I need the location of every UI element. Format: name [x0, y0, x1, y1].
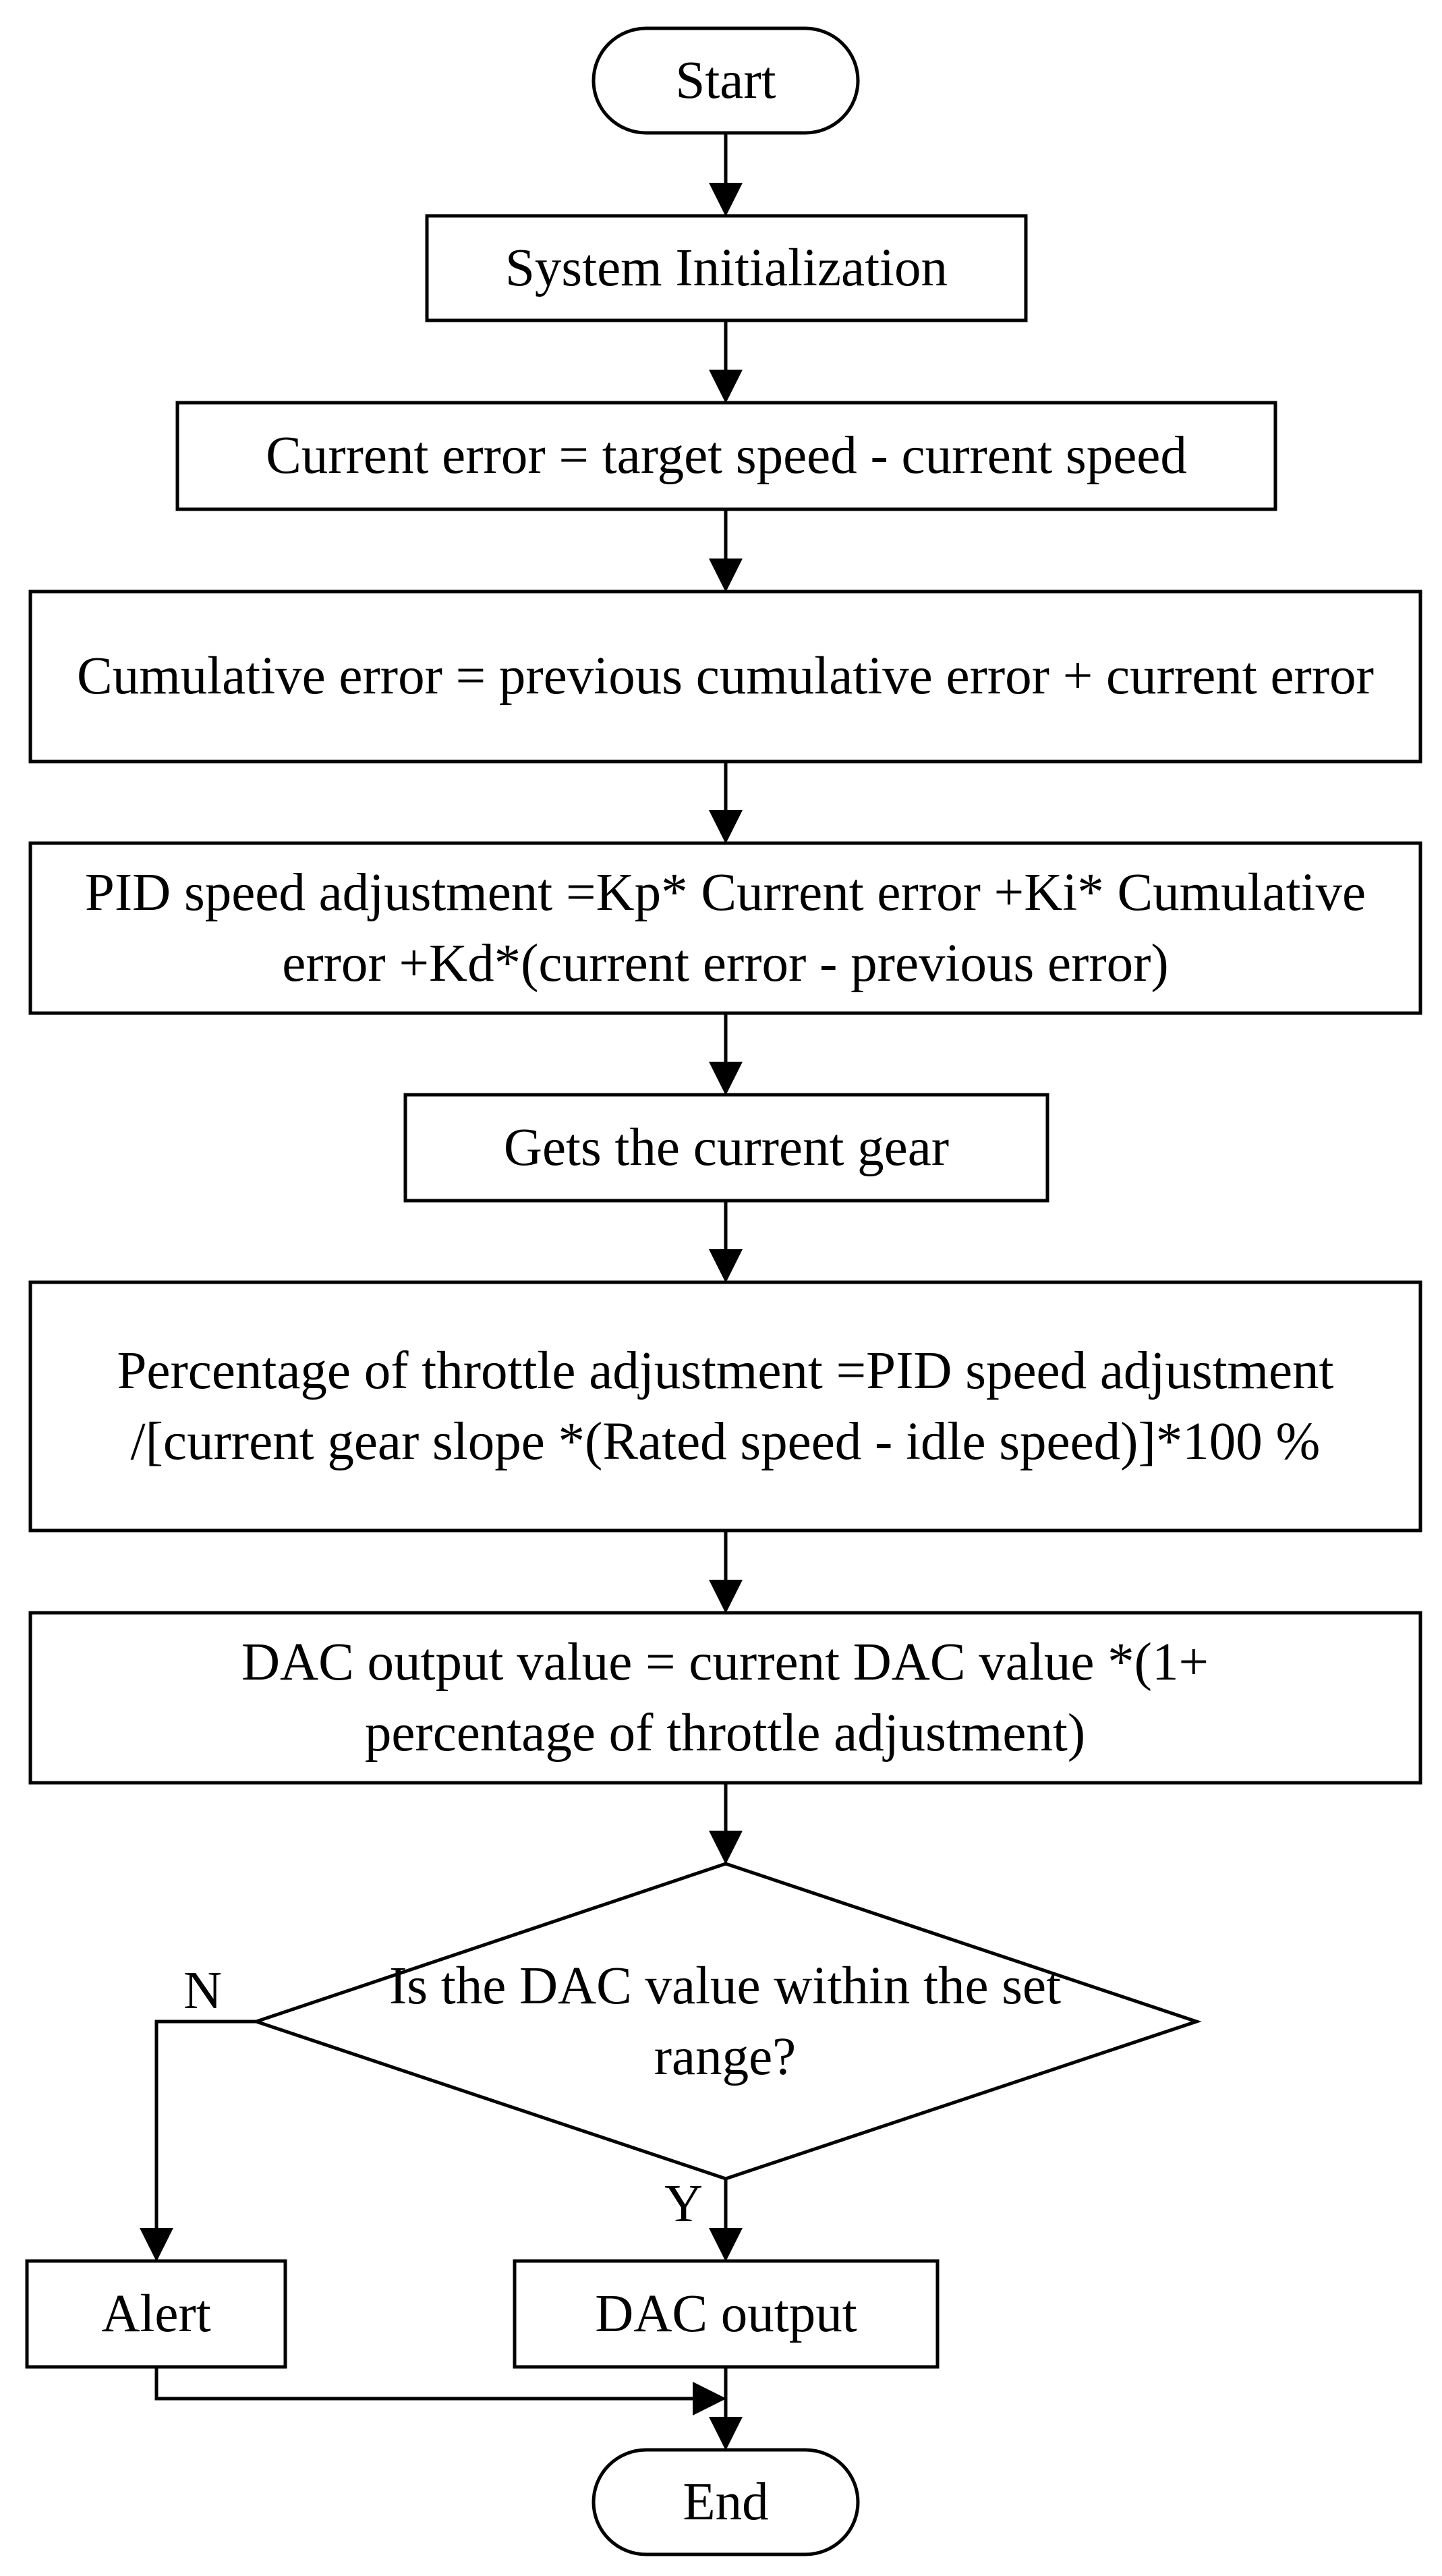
dac-output-label: DAC output: [595, 2284, 857, 2343]
pid-adjustment-label: PID speed adjustment =Kp* Current error +Ki* Cumulative error +Kd*(current error - previous error): [84, 863, 1366, 993]
branch-label-no: N: [183, 1962, 223, 2020]
cumulative-error-label: Cumulative error = previous cumulative error + current error: [77, 647, 1374, 706]
current-error-label: Current error = target speed - current speed: [266, 426, 1187, 486]
branch-label-yes: Y: [664, 2175, 703, 2233]
arrow-alert-to-end-merge: [156, 2367, 723, 2399]
start-label: Start: [675, 51, 776, 110]
init-label: System Initialization: [504, 238, 948, 297]
throttle-percentage-label: Percentage of throttle adjustment =PID speed adjustment /[current gear slope *(Rated speed - idle speed)]*100 %: [117, 1341, 1334, 1471]
arrow-decision-no-to-alert: [156, 2022, 256, 2258]
dac-output-value-label: DAC output value = current DAC value *(1+ percentage of throttle adjustment): [241, 1632, 1209, 1763]
alert-label: Alert: [101, 2284, 211, 2343]
get-gear-label: Gets the current gear: [503, 1118, 950, 1177]
end-label: End: [683, 2472, 769, 2531]
decision-label: Is the DAC value within the set range?: [388, 1956, 1062, 2086]
